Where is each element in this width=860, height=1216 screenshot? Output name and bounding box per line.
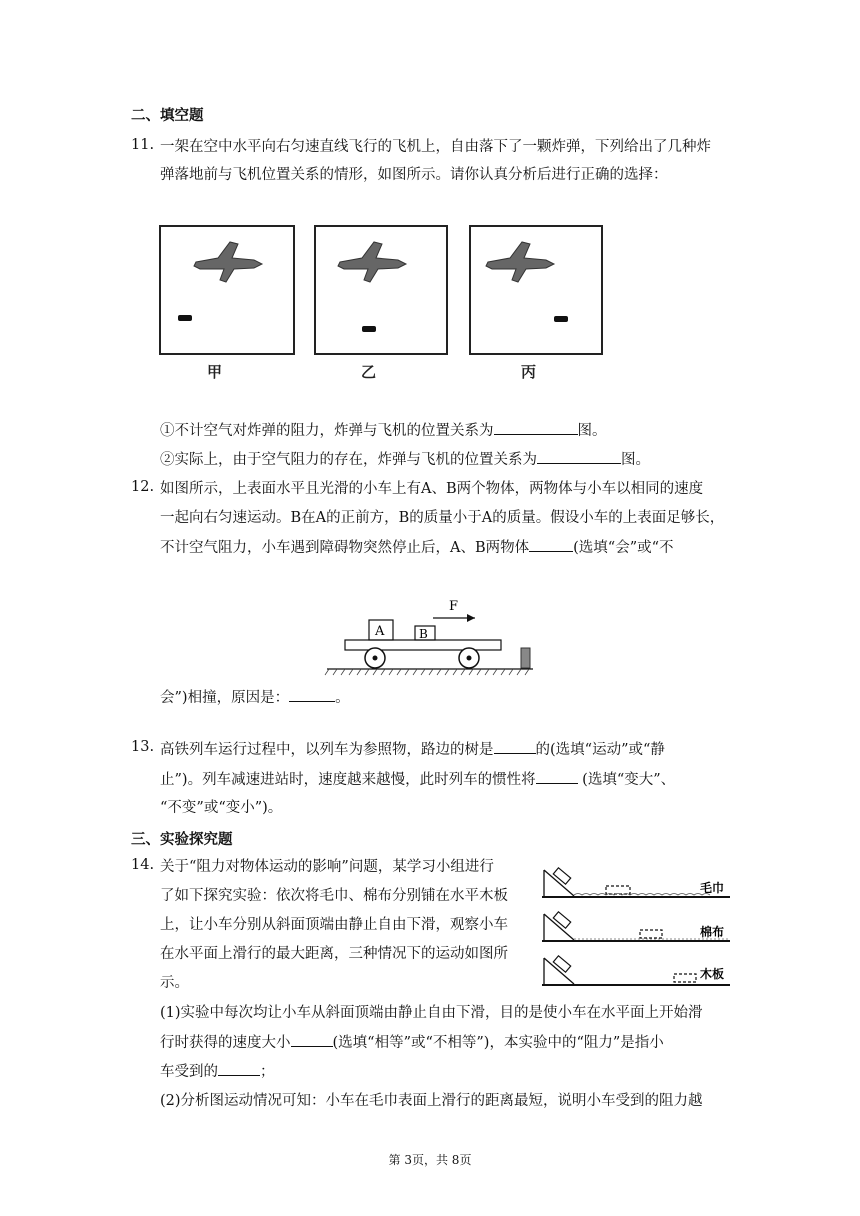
q14-sub1-l3-prefix: 车受到的 — [160, 1064, 218, 1080]
q14-sub1-l2-prefix: 行时获得的速度大小 — [160, 1035, 291, 1051]
surface-label-cotton: 棉布 — [700, 925, 725, 939]
toy-car-icon — [553, 912, 570, 928]
q11-sub1-suffix: 图。 — [577, 423, 607, 439]
q14-sub2-line1: (2)分析图运动情况可知：小车在毛巾表面上滑行的距离最短，说明小车受到的阻力越 — [160, 1093, 703, 1109]
q11-sub2-suffix: 图。 — [621, 452, 650, 468]
q12-text-line2: 一起向右匀速运动。B在A的正前方，B的质量小于A的质量。假设小车的上表面足够长， — [160, 510, 725, 526]
q11-text-line1: 一架在空中水平向右匀速直线飞行的飞机上，自由落下了一颗炸弹，下列给出了几种炸 — [160, 139, 711, 155]
q11-sub2 — [160, 449, 650, 470]
answer-blank[interactable] — [536, 769, 578, 784]
figure-label-yi: 乙 — [361, 363, 377, 381]
q14-text-line3: 上，让小车分别从斜面顶端由静止自由下滑，观察小车 — [160, 917, 508, 933]
section-heading-experiment: 三、实验探究题 — [131, 832, 233, 848]
surface-label-towel: 毛巾 — [700, 881, 725, 895]
toy-car-icon — [553, 868, 570, 884]
answer-blank[interactable] — [537, 449, 621, 464]
answer-blank[interactable] — [494, 420, 578, 435]
panel-jia — [160, 226, 294, 354]
figure-label-jia: 甲 — [207, 363, 223, 381]
q11-plane-figure — [158, 222, 458, 382]
answer-blank[interactable] — [291, 1032, 333, 1047]
q14-text-line1: 关于“阻力对物体运动的影响”问题，某学习小组进行 — [160, 859, 494, 875]
q13-text-line3: “不变”或“变小”)。 — [160, 800, 283, 816]
bomb-icon — [362, 326, 376, 332]
q11-text-line2: 弹落地前与飞机位置关系的情形，如图所示。请你认真分析后进行正确的选择： — [160, 167, 668, 183]
airplane-icon — [486, 242, 554, 282]
q11-sub1-prefix: ①不计空气对炸弹的阻力，炸弹与飞机的位置关系为 — [160, 423, 494, 439]
cart-body — [345, 640, 501, 650]
bomb-icon — [178, 315, 192, 321]
q13-text-line2 — [160, 769, 675, 790]
q13-line1-prefix: 高铁列车运行过程中，以列车为参照物，路边的树是 — [160, 742, 494, 758]
q13-line2-suffix: (选填“变大”、 — [577, 772, 676, 788]
question-number: 13. — [131, 739, 155, 755]
q14-sub1-line1: (1)实验中每次均让小车从斜面顶端由静止自由下滑，目的是使小车在水平面上开始滑 — [160, 1005, 703, 1021]
section-heading-fill-in: 二、填空题 — [131, 108, 204, 124]
q11-sub1 — [160, 420, 607, 441]
q14-ramp-figure — [540, 862, 736, 992]
q11-panel-bing — [468, 222, 608, 362]
airplane-icon — [338, 242, 406, 282]
q13-text-line1 — [160, 739, 665, 760]
q12-line4-prefix: 会”)相撞，原因是： — [160, 690, 290, 706]
toy-car-icon — [674, 974, 696, 982]
arrow-head-icon — [467, 614, 475, 622]
box-a-label: A — [375, 624, 385, 639]
force-label: F — [449, 599, 459, 614]
q14-sub1-l3-suffix: ； — [260, 1064, 275, 1080]
q12-text-line4 — [160, 687, 350, 708]
question-number: 14. — [131, 857, 155, 873]
question-number: 12. — [131, 479, 155, 495]
q14-sub1-line2 — [160, 1032, 664, 1053]
q12-line4-suffix: 。 — [335, 690, 350, 706]
answer-blank[interactable] — [494, 739, 536, 754]
q14-text-line2: 了如下探究实验：依次将毛巾、棉布分别铺在水平木板 — [160, 888, 508, 904]
q12-line3-suffix: (选填“会”或“不 — [573, 540, 674, 556]
answer-blank[interactable] — [218, 1061, 260, 1076]
answer-blank[interactable] — [529, 537, 573, 552]
q14-text-line4: 在水平面上滑行的最大距离，三种情况下的运动如图所 — [160, 946, 508, 962]
q14-text-line5: 示。 — [160, 975, 189, 991]
page-footer: 第 3页，共 8页 — [388, 1153, 472, 1167]
toy-car-icon — [640, 930, 662, 938]
q12-text-line3 — [160, 537, 674, 558]
q13-line1-suffix: 的(选填“运动”或“静 — [535, 742, 665, 758]
q14-sub1-line3 — [160, 1061, 275, 1082]
figure-label-bing: 丙 — [521, 363, 537, 381]
toy-car-icon — [606, 886, 630, 894]
q14-sub1-l2-suffix: (选填“相等”或“不相等”)，本实验中的“阻力”是指小 — [332, 1035, 664, 1051]
bomb-icon — [554, 316, 568, 322]
toy-car-icon — [553, 956, 570, 972]
surface-label-wood: 木板 — [700, 967, 725, 981]
answer-blank[interactable] — [289, 687, 335, 702]
obstacle-block — [521, 648, 530, 668]
question-number: 11. — [131, 137, 155, 153]
ground-hatch — [325, 669, 529, 675]
airplane-icon — [194, 242, 262, 282]
q12-line3-prefix: 不计空气阻力，小车遇到障碍物突然停止后，A、B两物体 — [160, 540, 530, 556]
panel-yi — [315, 226, 447, 354]
q12-cart-figure — [325, 594, 535, 680]
box-b-label: B — [419, 627, 428, 641]
q12-text-line1: 如图所示，上表面水平且光滑的小车上有A、B两个物体，两物体与小车以相同的速度 — [160, 481, 704, 497]
q13-line2-prefix: 止”)。列车减速进站时，速度越来越慢，此时列车的惯性将 — [160, 772, 536, 788]
q11-sub2-prefix: ②实际上，由于空气阻力的存在，炸弹与飞机的位置关系为 — [160, 452, 537, 468]
